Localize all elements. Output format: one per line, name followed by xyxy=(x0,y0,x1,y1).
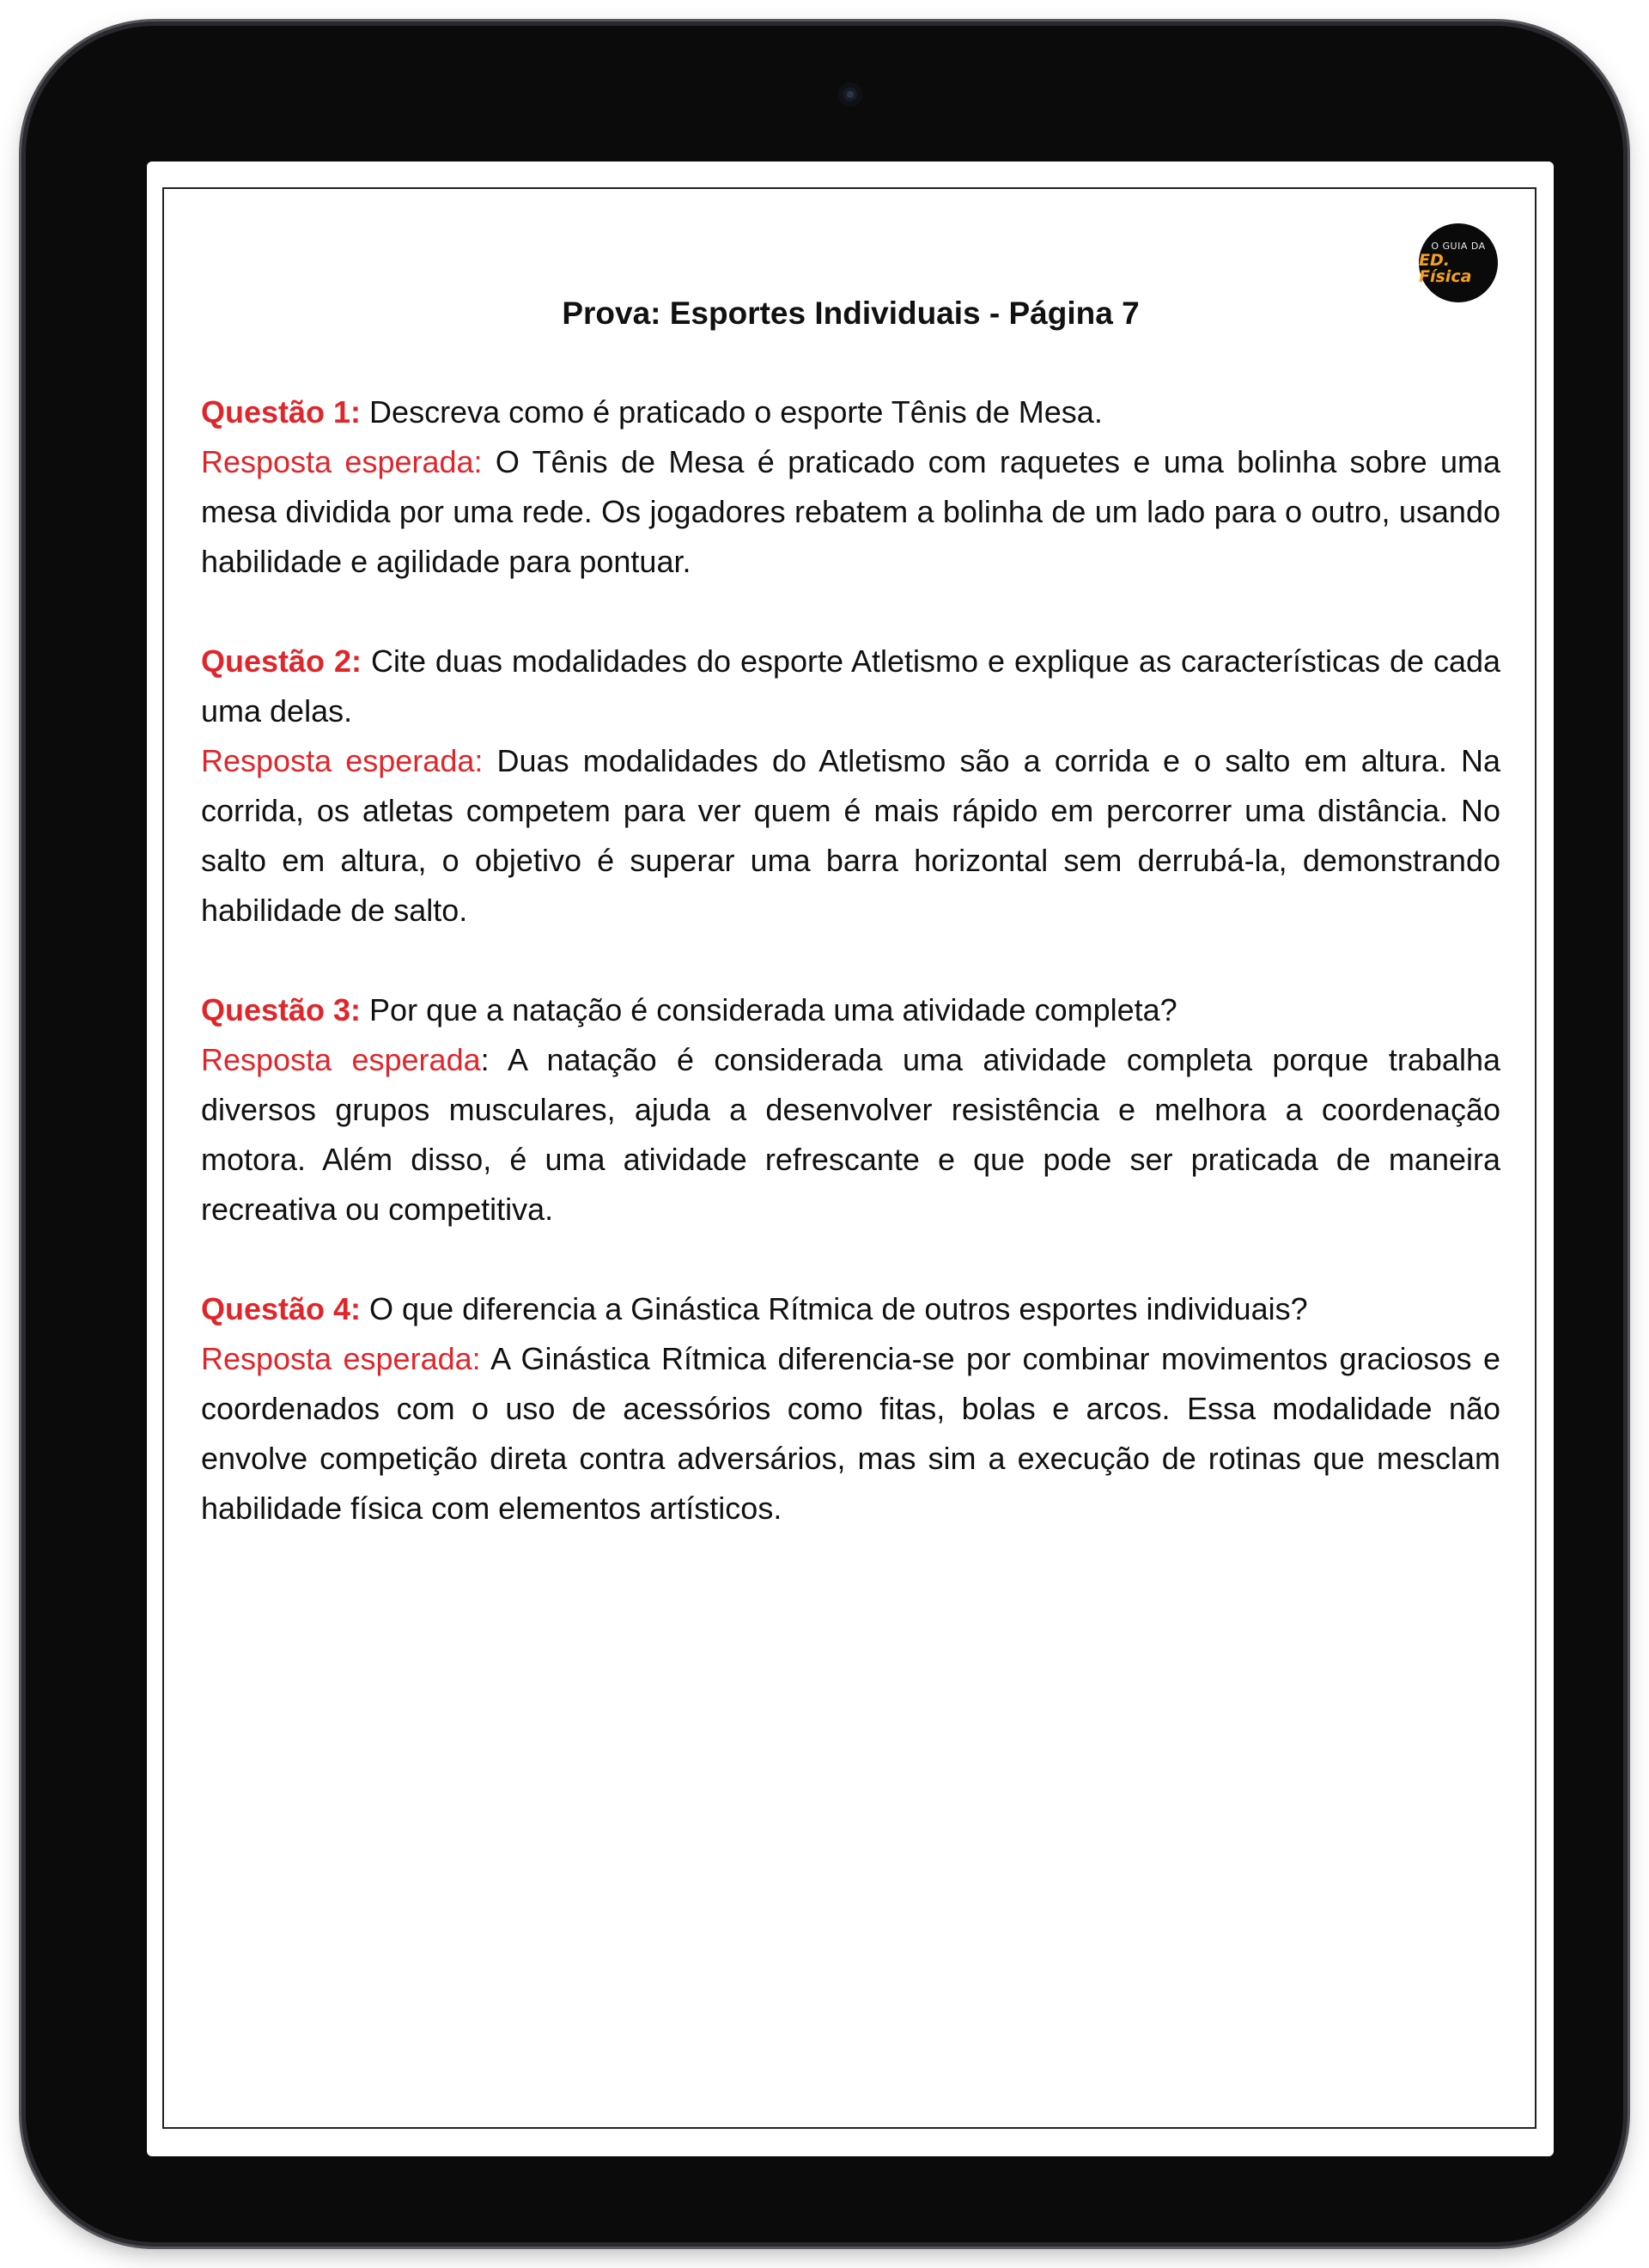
camera-icon xyxy=(838,82,862,107)
question-text: Por que a natação é considerada uma atividade completa? xyxy=(361,992,1177,1027)
answer-label: Resposta esperada: xyxy=(201,444,483,479)
tablet-frame xyxy=(26,26,1623,2242)
question-block-2 xyxy=(201,637,1500,936)
question-block-4 xyxy=(201,1284,1500,1533)
answer-line xyxy=(201,1035,1500,1235)
answer-text: A Ginástica Rítmica diferencia-se por combinar movimentos graciosos e coordenados com o uso de acessórios como fitas, bolas e arcos. Essa modalidade não envolve competição direta contra adversários, mas sim a execução de rotinas que mesclam habilidade física com elementos artísticos. xyxy=(201,1341,1500,1526)
answer-text: O Tênis de Mesa é praticado com raquetes e uma bolinha sobre uma mesa dividida por uma rede. Os jogadores rebatem a bolinha de um lado para o outro, usando habilidade e agilidade para pontuar. xyxy=(201,444,1500,579)
question-line xyxy=(201,637,1500,736)
tablet-screen xyxy=(147,162,1554,2156)
answer-text: : A natação é considerada uma atividade completa porque trabalha diversos grupos musculares, ajuda a desenvolver resistência e melhora a coordenação motora. Além disso, é uma atividade refrescante e que pode ser praticada de maneira recreativa ou competitiva. xyxy=(201,1042,1500,1227)
answer-line xyxy=(201,1334,1500,1533)
question-text: O que diferencia a Ginástica Rítmica de outros esportes individuais? xyxy=(361,1291,1308,1326)
question-text: Cite duas modalidades do esporte Atletismo e explique as características de cada uma delas. xyxy=(201,643,1501,729)
answer-label: Resposta esperada xyxy=(201,1042,481,1077)
logo-top-text: O GUIA DA xyxy=(1431,240,1486,252)
answer-label: Resposta esperada: xyxy=(201,743,484,778)
answer-line xyxy=(201,437,1500,587)
question-label: Questão 3: xyxy=(201,992,362,1027)
document-body xyxy=(201,289,1500,1583)
question-label: Questão 4: xyxy=(201,1291,362,1326)
question-line xyxy=(201,387,1500,437)
page-title: Prova: Esportes Individuais - Página 7 xyxy=(562,296,1140,331)
question-block-3 xyxy=(201,985,1500,1235)
question-label: Questão 2: xyxy=(201,643,362,679)
logo-bottom-text: ED. Física xyxy=(1419,250,1472,286)
question-block-1 xyxy=(201,387,1500,587)
answer-text: Duas modalidades do Atletismo são a corrida e o salto em altura. Na corrida, os atletas competem para ver quem é mais rápido em percorrer uma distância. No salto em altura, o objetivo é superar uma barra horizontal sem derrubá-la, demonstrando habilidade de salto. xyxy=(201,743,1500,928)
question-text: Descreva como é praticado o esporte Tênis de Mesa. xyxy=(361,394,1103,430)
question-label: Questão 1: xyxy=(201,394,362,430)
question-line xyxy=(201,1284,1500,1334)
question-line xyxy=(201,985,1500,1035)
answer-line xyxy=(201,736,1500,936)
answer-label: Resposta esperada: xyxy=(201,1341,481,1376)
